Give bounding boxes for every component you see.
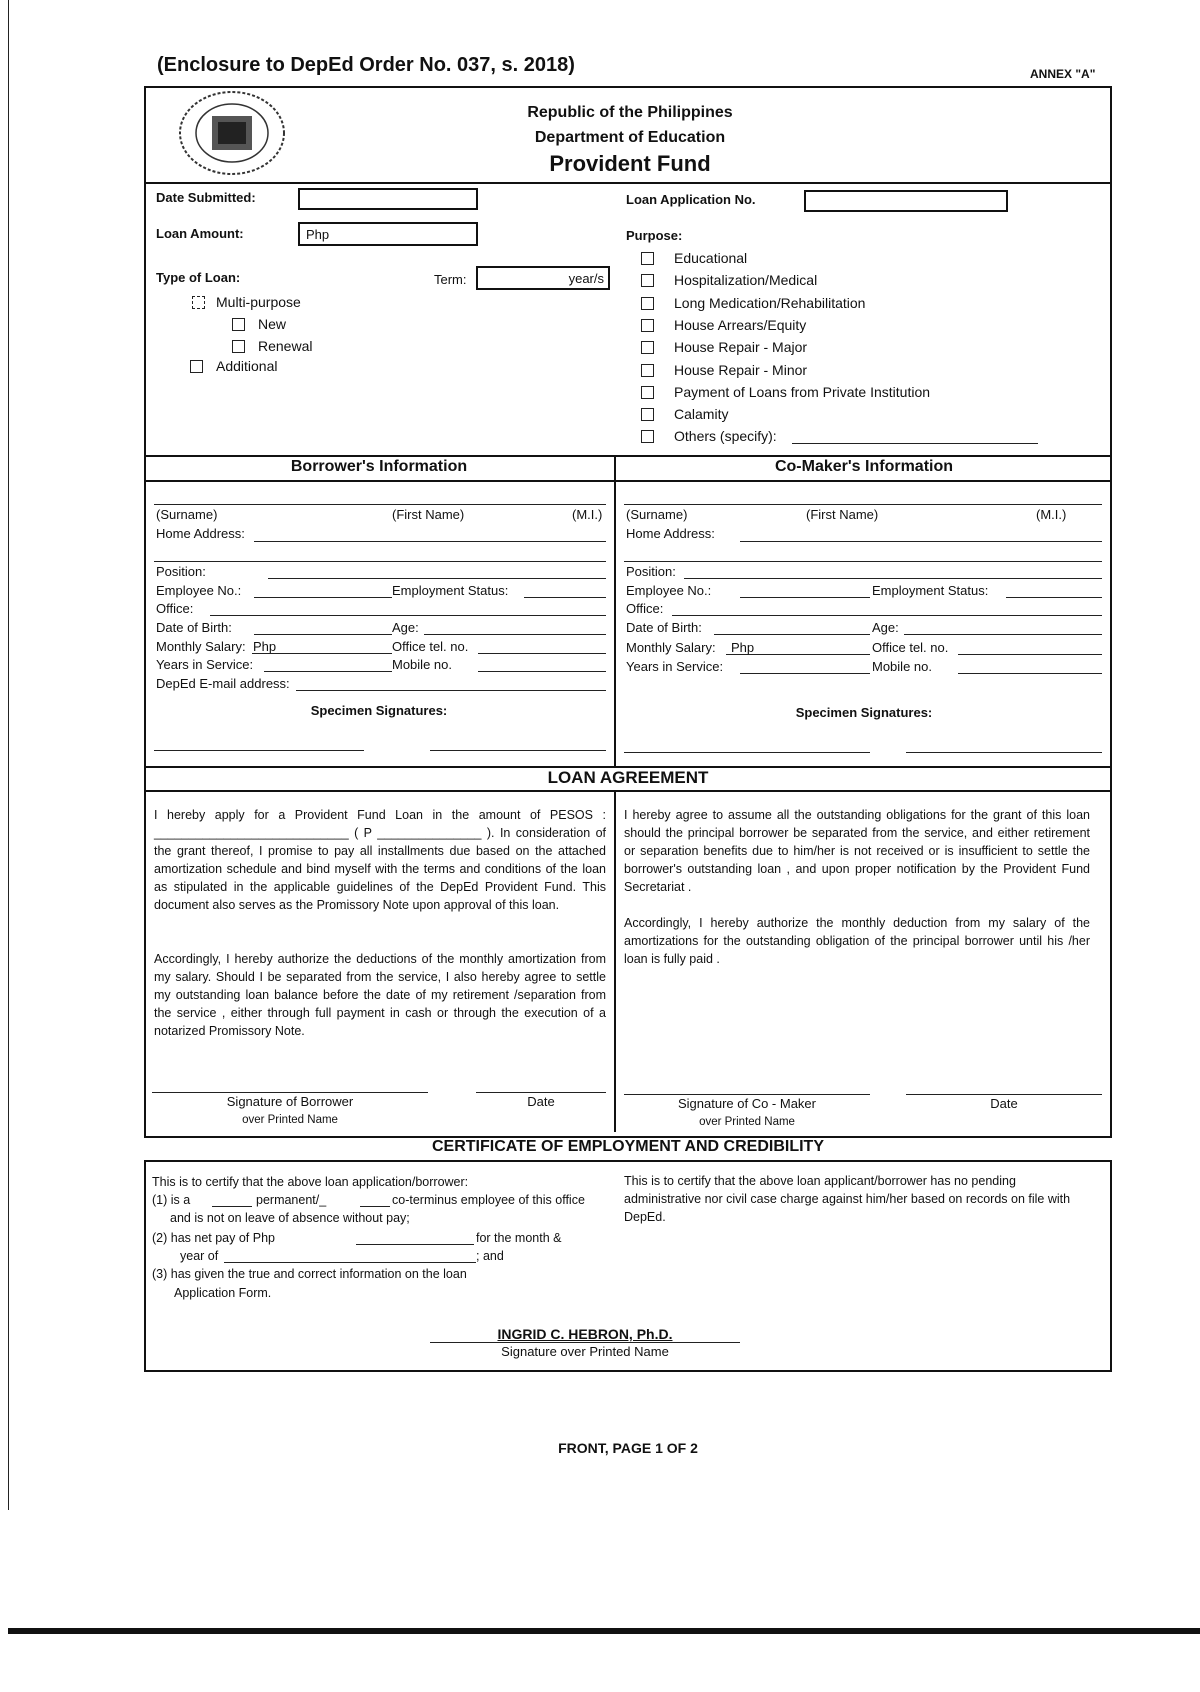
- signatory-caption: Signature over Printed Name: [501, 1344, 669, 1359]
- certificate-line-6: (3) has given the true and correct information on the loan: [152, 1267, 467, 1281]
- comaker-agreement-paragraph-1: I hereby agree to assume all the outstanding obligations for the grant of this loan should the principal borrower be separated from the service, and either retirement or separation benefits due to him/her is not received or is insufficient to settle the borrower's outstanding loan , and upon proper notification by the Provident Fund Secretariat .: [624, 808, 1090, 894]
- borrower-dob-line[interactable]: [254, 634, 392, 635]
- borrower-name-line[interactable]: [154, 504, 606, 505]
- comaker-salary-line[interactable]: [726, 654, 870, 655]
- purpose-checkbox[interactable]: [641, 252, 654, 265]
- loan-application-no-label: Loan Application No.: [626, 192, 756, 207]
- purpose-label: Educational: [674, 250, 748, 266]
- department-label: Department of Education: [534, 129, 726, 146]
- borrower-mobile-line[interactable]: [478, 671, 606, 672]
- borrower-position-label: Position:: [156, 564, 206, 579]
- term-field[interactable]: [476, 266, 610, 290]
- date-submitted-label: Date Submitted:: [156, 190, 256, 205]
- renewal-checkbox[interactable]: [232, 340, 245, 353]
- net-pay-blank[interactable]: [356, 1244, 474, 1245]
- borrower-firstname-label: (First Name): [392, 507, 465, 522]
- comaker-office-label: Office:: [626, 601, 664, 616]
- borrower-info-heading: Borrower's Information: [290, 458, 468, 475]
- deped-seal-icon: [176, 90, 288, 176]
- comaker-dob-label: Date of Birth:: [626, 620, 702, 635]
- comaker-address-line[interactable]: [740, 541, 1102, 542]
- loan-amount-label: Loan Amount:: [156, 226, 244, 241]
- purpose-checkbox[interactable]: [641, 319, 654, 332]
- purpose-label: Long Medication/Rehabilitation: [674, 294, 866, 311]
- borrower-dob-label: Date of Birth:: [156, 620, 232, 635]
- purpose-label: House Arrears/Equity: [674, 316, 807, 333]
- comaker-signature-line[interactable]: [624, 1094, 870, 1095]
- comaker-date-label: Date: [990, 1096, 1018, 1111]
- borrower-email-line[interactable]: [296, 690, 606, 691]
- certificate-line-1: This is to certify that the above loan application/borrower:: [152, 1175, 469, 1189]
- loan-agreement-heading: LOAN AGREEMENT: [547, 768, 709, 787]
- signatory-name: INGRID C. HEBRON, Ph.D.: [497, 1326, 673, 1342]
- column-divider: [614, 455, 616, 768]
- comaker-name-line[interactable]: [624, 504, 1102, 505]
- comaker-printed-name-label: over Printed Name: [699, 1116, 795, 1128]
- date-submitted-field[interactable]: [298, 188, 478, 210]
- comaker-employment-status-line[interactable]: [1006, 597, 1102, 598]
- borrower-agreement-paragraph-2: Accordingly, I hereby authorize the deductions of the monthly amortization from my salary. Should I be separated from the service, I also hereby agree to settle my outstanding loan balance before the date of my retirement /separation from the service , either through full payment in cash or through the execution of a notarized Promissory Note.: [154, 952, 606, 1038]
- certificate-line-4b: for the month &: [476, 1231, 562, 1245]
- borrower-date-line[interactable]: [476, 1092, 606, 1093]
- comaker-mi-label: (M.I.): [1036, 507, 1067, 522]
- divider: [144, 480, 1112, 482]
- certificate-heading: CERTIFICATE OF EMPLOYMENT AND CREDIBILITY: [432, 1138, 824, 1155]
- certificate-line-4a: (2) has net pay of Php: [152, 1231, 275, 1245]
- additional-label: Additional: [216, 358, 278, 374]
- divider: [144, 182, 1112, 184]
- borrower-office-tel-label: Office tel. no.: [392, 639, 469, 654]
- borrower-signature-line-1[interactable]: [154, 750, 364, 751]
- term-label: Term:: [434, 272, 467, 287]
- comaker-dob-line[interactable]: [714, 634, 870, 635]
- borrower-signature-line-2[interactable]: [430, 750, 606, 751]
- purpose-label: Payment of Loans from Private Institution: [674, 383, 931, 400]
- borrower-office-line[interactable]: [210, 615, 606, 616]
- borrower-signature-line[interactable]: [152, 1092, 428, 1093]
- comaker-position-line[interactable]: [684, 578, 1102, 579]
- borrower-years-service-label: Years in Service:: [156, 657, 254, 672]
- purpose-label: Hospitalization/Medical: [674, 272, 818, 289]
- certificate-line-3: and is not on leave of absence without pay;: [170, 1211, 410, 1225]
- borrower-employment-status-label: Employment Status:: [392, 583, 509, 598]
- borrower-employee-no-line[interactable]: [254, 597, 392, 598]
- coterminus-blank[interactable]: [360, 1206, 390, 1207]
- comaker-agreement-paragraph-2: Accordingly, I hereby authorize the monthly deduction from my salary of the amortizations for the outstanding obligation of the principal borrower until his /her loan is fully paid .: [624, 916, 1090, 966]
- additional-checkbox[interactable]: [190, 360, 203, 373]
- borrower-email-label: DepEd E-mail address:: [156, 676, 290, 691]
- permanent-blank[interactable]: [212, 1206, 252, 1207]
- comaker-date-line[interactable]: [906, 1094, 1102, 1095]
- borrower-years-line[interactable]: [264, 671, 392, 672]
- republic-label: Republic of the Philippines: [527, 104, 733, 121]
- comaker-mobile-line[interactable]: [958, 673, 1102, 674]
- comaker-salary-label: Monthly Salary:: [626, 640, 716, 655]
- borrower-salary-php: Php: [253, 639, 277, 654]
- scan-edge-line: [8, 0, 9, 1510]
- borrower-signature-label: Signature of Borrower: [226, 1094, 354, 1109]
- comaker-signature-label: Signature of Co - Maker: [677, 1096, 816, 1111]
- multi-purpose-checkbox[interactable]: [192, 296, 205, 309]
- comaker-signature-line-2[interactable]: [906, 752, 1102, 753]
- comaker-address-label: Home Address:: [626, 526, 715, 541]
- comaker-employee-no-line[interactable]: [740, 597, 870, 598]
- borrower-office-label: Office:: [156, 601, 194, 616]
- purpose-label: House Repair - Minor: [674, 361, 808, 378]
- borrower-position-line[interactable]: [268, 578, 606, 579]
- purpose-label: Calamity: [674, 406, 729, 423]
- comaker-office-tel-label: Office tel. no.: [872, 640, 949, 655]
- new-checkbox[interactable]: [232, 318, 245, 331]
- page-footer: FRONT, PAGE 1 OF 2: [558, 1440, 698, 1456]
- page-title: Provident Fund: [549, 151, 711, 176]
- purpose-checkbox[interactable]: [641, 364, 654, 377]
- certificate-line-2a: (1) is a: [152, 1193, 191, 1207]
- borrower-address-line[interactable]: [254, 541, 606, 542]
- comaker-years-service-label: Years in Service:: [626, 659, 724, 674]
- borrower-office-tel-line[interactable]: [478, 653, 606, 654]
- borrower-mobile-label: Mobile no.: [392, 657, 452, 672]
- comaker-years-line[interactable]: [740, 673, 870, 674]
- divider: [144, 790, 1112, 792]
- new-label: New: [258, 316, 287, 332]
- term-unit: year/s: [568, 271, 604, 286]
- borrower-agreement-paragraph-1: I hereby apply for a Provident Fund Loan in the amount of PESOS : ____________________________ ( P _______________ ). In consideration of the grant thereof, I promise to pay all installments due based on the attached amortization schedule and bind myself with the terms and conditions of the loan as stipulated in the applicable guidelines of the DepEd Provident Fund. This document also serves as the Promissory Note upon approval of this loan.: [154, 808, 606, 912]
- borrower-age-label: Age:: [392, 620, 419, 635]
- borrower-age-line[interactable]: [424, 634, 606, 635]
- others-specify-line[interactable]: [792, 443, 1038, 444]
- column-divider: [614, 790, 616, 1132]
- borrower-mi-label: (M.I.): [572, 507, 603, 522]
- borrower-surname-label: (Surname): [156, 507, 218, 522]
- purpose-checkbox[interactable]: [641, 297, 654, 310]
- certificate-line-2c: co-terminus employee of this office: [392, 1193, 585, 1207]
- type-of-loan-label: Type of Loan:: [156, 270, 241, 285]
- comaker-signature-line-1[interactable]: [624, 752, 870, 753]
- purpose-label: House Repair - Major: [674, 339, 808, 356]
- comaker-age-label: Age:: [872, 620, 899, 635]
- comaker-employee-no-label: Employee No.:: [626, 583, 712, 598]
- borrower-address-line-2[interactable]: [154, 561, 606, 562]
- loan-application-no-field[interactable]: [804, 190, 1008, 212]
- borrower-printed-name-label: over Printed Name: [242, 1114, 338, 1126]
- borrower-employment-status-line[interactable]: [524, 597, 606, 598]
- comaker-age-line[interactable]: [904, 634, 1102, 635]
- annex-label: ANNEX "A": [1030, 67, 1096, 81]
- comaker-salary-php: Php: [731, 640, 755, 655]
- loan-amount-field[interactable]: [298, 222, 478, 246]
- comaker-signatures-label: Specimen Signatures:: [795, 705, 933, 720]
- comaker-firstname-label: (First Name): [806, 507, 879, 522]
- certificate-line-5a: year of: [180, 1249, 219, 1263]
- comaker-position-label: Position:: [626, 564, 676, 579]
- comaker-info-heading: Co-Maker's Information: [774, 458, 954, 475]
- certificate-line-7: Application Form.: [174, 1286, 272, 1300]
- purpose-checkbox[interactable]: [641, 274, 654, 287]
- purpose-checkbox[interactable]: [641, 430, 654, 443]
- comaker-address-line-2[interactable]: [624, 561, 1102, 562]
- borrower-address-label: Home Address:: [156, 526, 245, 541]
- multi-purpose-label: Multi-purpose: [216, 294, 301, 310]
- borrower-signatures-label: Specimen Signatures:: [310, 703, 448, 718]
- certificate-right-text: This is to certify that the above loan applicant/borrower has no pending administrative nor civil case charge against him/her based on records on file with DepEd.: [624, 1174, 1071, 1224]
- purpose-label: Purpose:: [626, 228, 683, 243]
- certificate-line-2b: permanent/_: [256, 1193, 327, 1207]
- comaker-office-line[interactable]: [672, 615, 1102, 616]
- signatory-line[interactable]: [430, 1342, 740, 1343]
- comaker-office-tel-line[interactable]: [958, 654, 1102, 655]
- purpose-label: Others (specify):: [674, 428, 777, 445]
- comaker-employment-status-label: Employment Status:: [872, 583, 989, 598]
- certificate-line-5b: ; and: [476, 1249, 504, 1263]
- scan-bottom-edge: [8, 1628, 1200, 1634]
- purpose-checkbox[interactable]: [641, 386, 654, 399]
- enclosure-reference: (Enclosure to DepEd Order No. 037, s. 2018): [157, 54, 575, 76]
- comaker-mobile-label: Mobile no.: [872, 659, 932, 674]
- borrower-salary-line[interactable]: [252, 653, 392, 654]
- year-of-blank[interactable]: [224, 1262, 476, 1263]
- divider: [144, 455, 1112, 457]
- purpose-checkbox[interactable]: [641, 408, 654, 421]
- renewal-label: Renewal: [258, 338, 313, 354]
- loan-amount-currency: Php: [306, 227, 330, 242]
- purpose-checkbox[interactable]: [641, 341, 654, 354]
- borrower-date-label: Date: [527, 1094, 555, 1109]
- borrower-salary-label: Monthly Salary:: [156, 639, 246, 654]
- comaker-surname-label: (Surname): [626, 507, 688, 522]
- borrower-employee-no-label: Employee No.:: [156, 583, 242, 598]
